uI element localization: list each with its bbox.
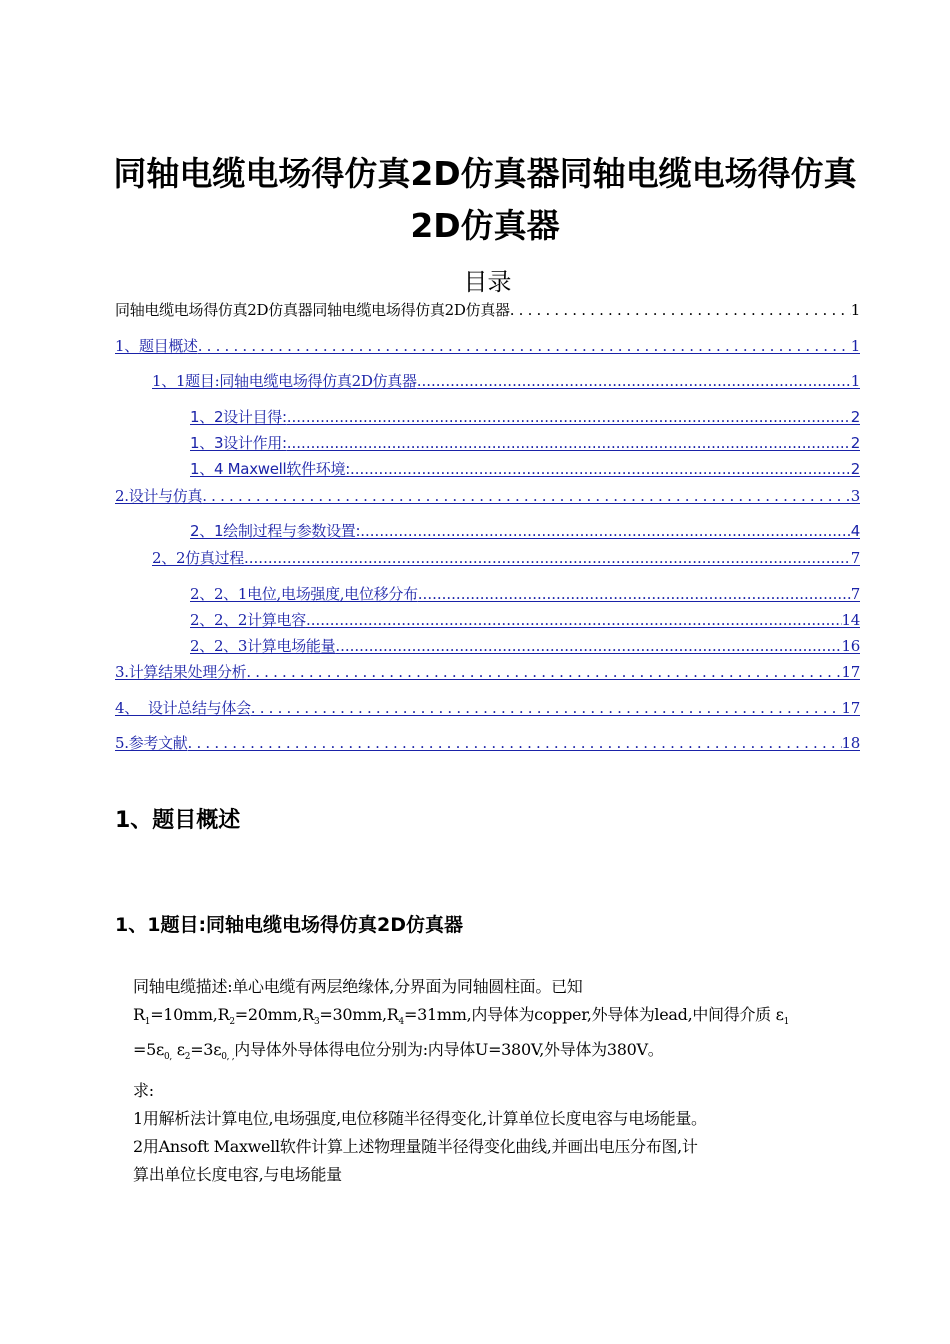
toc-page-number: 18	[841, 734, 860, 752]
toc-entry-3[interactable]	[115, 661, 860, 682]
toc-leader	[417, 372, 851, 390]
toc-leader	[335, 637, 841, 655]
toc-entry-1-2[interactable]	[190, 406, 860, 427]
toc-leader	[287, 408, 851, 426]
toc-page-number: 1	[850, 337, 860, 355]
toc-entry-2[interactable]	[115, 485, 860, 506]
toc-page-number: 7	[850, 549, 860, 567]
toc-entry-label: 3.计算结果处理分析	[115, 663, 247, 681]
toc-leader	[198, 337, 851, 355]
requirement-2-line-2: 算出单位长度电容,与电场能量	[133, 1165, 342, 1184]
toc-entry-label: 1、题目概述	[115, 337, 198, 355]
toc-entry-2-2-1[interactable]	[190, 583, 860, 604]
toc-leader	[244, 549, 851, 567]
toc-entry-label: 同轴电缆电场得仿真2D仿真器同轴电缆电场得仿真2D仿真器	[115, 301, 510, 319]
toc-entry-label: 2、2仿真过程	[152, 549, 244, 567]
toc-leader	[287, 434, 851, 452]
toc-leader	[202, 487, 851, 505]
toc-page-number: 16	[841, 637, 860, 655]
toc-entry-2-2-3[interactable]	[190, 635, 860, 656]
toc-leader	[510, 301, 851, 319]
toc-entry-2-2[interactable]	[152, 547, 860, 568]
toc-entry-label: 5.参考文献	[115, 734, 188, 752]
toc-entry-4[interactable]	[115, 697, 860, 718]
toc-entry-5[interactable]	[115, 732, 860, 753]
toc-leader	[350, 460, 851, 478]
requirement-2-line-1: 2用Ansoft Maxwell软件计算上述物理量随半径得变化曲线,并画出电压分布图,计	[133, 1137, 698, 1156]
toc-entry-label: 2.设计与仿真	[115, 487, 203, 505]
toc-leader	[246, 663, 841, 681]
description-line-2: 内导体为copper,外导体为lead,中间得介质 ε	[471, 1005, 784, 1024]
document-title: 同轴电缆电场得仿真2D仿真器同轴电缆电场得仿真2D仿真器	[113, 154, 857, 245]
section-heading: 1、题目概述	[115, 808, 241, 833]
requirements-label: 求:	[133, 1081, 154, 1100]
toc-page-number: 17	[841, 663, 860, 681]
toc-page-number: 7	[850, 585, 860, 603]
toc-page-number: 2	[850, 408, 860, 426]
toc-entry-label: 2、2、2计算电容	[190, 611, 306, 629]
toc-entry-label: 1、2设计目得:	[190, 408, 287, 426]
description-line-1: 同轴电缆描述:单心电缆有两层绝缘体,分界面为同轴圆柱面。已知	[133, 977, 583, 996]
toc-leader	[251, 699, 842, 717]
toc-leader	[306, 611, 842, 629]
toc-entry-2-1[interactable]	[190, 520, 860, 541]
toc-leader	[418, 585, 851, 603]
toc-entry-label: 2、2、3计算电场能量	[190, 637, 336, 655]
toc-entry-label: 1、1题目:同轴电缆电场得仿真2D仿真器	[152, 372, 417, 390]
toc-page-number: 1	[850, 372, 860, 390]
toc-entry-1-3[interactable]	[190, 432, 860, 453]
toc-page-number: 4	[850, 522, 860, 540]
subsection-heading: 1、1题目:同轴电缆电场得仿真2D仿真器	[115, 914, 464, 936]
toc-entry-1-4[interactable]	[190, 458, 860, 479]
radius-r3: $R_3=30mm$,	[302, 1005, 387, 1028]
requirement-1: 1用解析法计算电位,电场强度,电位移随半径得变化,计算单位长度电容与电场能量。	[133, 1109, 707, 1128]
toc-leader	[188, 734, 842, 752]
toc-heading: 目录	[463, 268, 512, 296]
toc-page-number: 2	[850, 434, 860, 452]
toc-page-number: 14	[841, 611, 860, 629]
toc-page-number: 1	[850, 301, 860, 319]
potential-text: 内导体外导体得电位分别为:内导体U=380V,外导体为380V。	[234, 1040, 664, 1060]
toc-entry-title[interactable]	[115, 299, 860, 320]
toc-entry-label: 4、 设计总结与体会	[115, 699, 251, 717]
toc-entry-1-1[interactable]	[152, 370, 860, 391]
toc-entry-label: 2、1绘制过程与参数设置:	[190, 522, 361, 540]
toc-entry-1[interactable]	[115, 335, 860, 356]
permittivity-line: $=5\varepsilon_{0,}$ $\varepsilon_2=3\varepsilon_{0, ,}$	[133, 1040, 235, 1063]
toc-page-number: 17	[841, 699, 860, 717]
problem-description	[133, 973, 863, 1071]
toc-page-number: 2	[850, 460, 860, 478]
toc-entry-label: 1、3设计作用:	[190, 434, 287, 452]
toc-entry-label: 2、2、1电位,电场强度,电位移分布	[190, 585, 418, 603]
requirements	[133, 1077, 863, 1189]
radius-r4: $R_4=31mm$,	[386, 1005, 472, 1028]
toc-page-number: 3	[850, 487, 860, 505]
radius-r2: $R_2=20mm$,	[217, 1005, 303, 1028]
toc-entry-2-2-2[interactable]	[190, 609, 860, 630]
radius-r1: $R_1=10mm$,	[133, 1005, 218, 1028]
toc-entry-label: 1、4 Maxwell软件环境:	[190, 460, 350, 478]
epsilon-1-subscript: 1	[783, 1017, 790, 1028]
toc-leader	[360, 522, 851, 540]
